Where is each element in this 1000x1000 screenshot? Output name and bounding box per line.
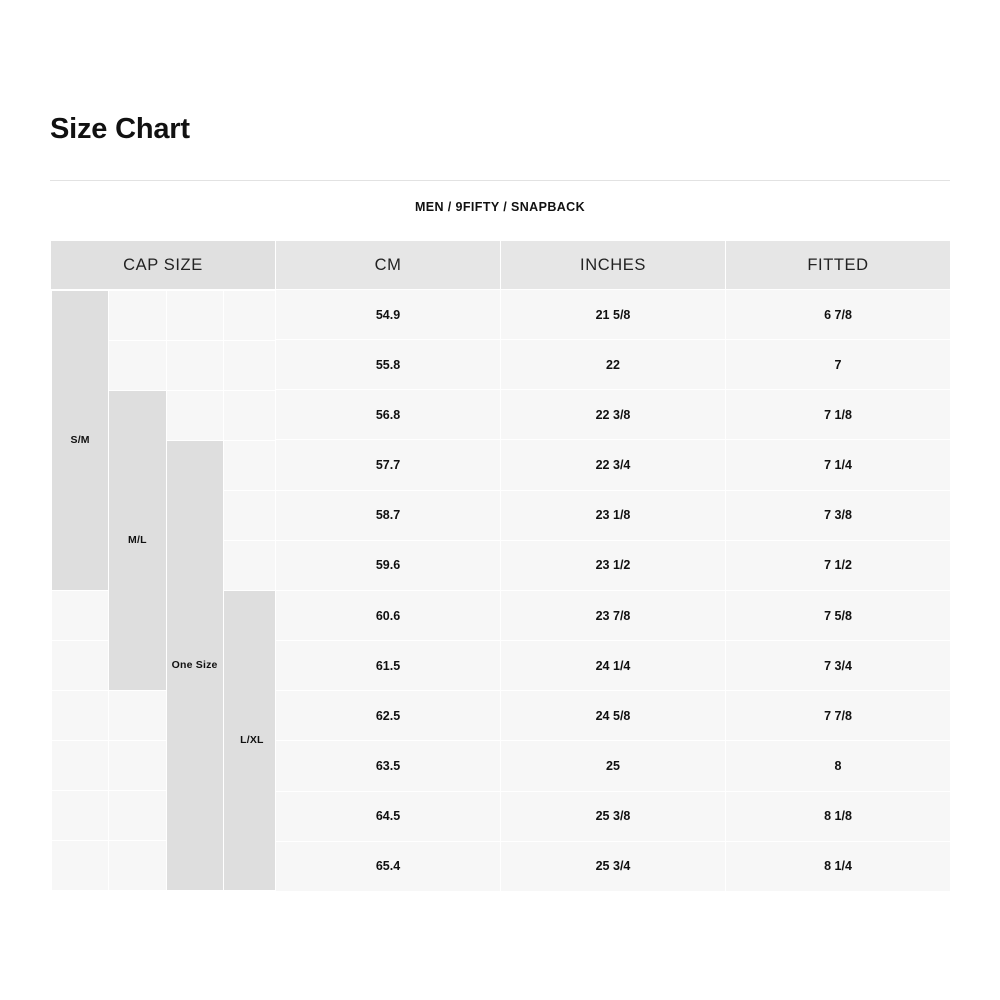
cell-fitted: 8 [726, 741, 951, 791]
cell-cm: 65.4 [276, 841, 501, 891]
cell-fitted: 7 1/2 [726, 540, 951, 590]
cell-inches: 22 [501, 340, 726, 390]
cap-size-empty-cell [109, 791, 166, 841]
cap-size-cell [109, 391, 166, 691]
cell-cm: 55.8 [276, 340, 501, 390]
cell-inches: 23 1/8 [501, 490, 726, 540]
cap-size-empty-cell [166, 291, 223, 341]
table-body [51, 290, 951, 892]
cell-cm: 63.5 [276, 741, 501, 791]
cell-fitted: 7 3/4 [726, 641, 951, 691]
cell-inches: 25 3/4 [501, 841, 726, 891]
cell-fitted: 8 1/8 [726, 791, 951, 841]
cell-fitted: 8 1/4 [726, 841, 951, 891]
cell-fitted: 7 1/4 [726, 440, 951, 490]
cap-size-empty-cell [52, 791, 109, 841]
chart-subtitle: MEN / 9FIFTY / SNAPBACK [414, 200, 586, 214]
cell-inches: 24 1/4 [501, 641, 726, 691]
column-header-cm: CM [276, 241, 501, 290]
cell-inches: 23 7/8 [501, 590, 726, 640]
cap-size-empty-cell [223, 341, 280, 391]
cap-size-empty-cell [52, 841, 109, 891]
cell-inches: 22 3/4 [501, 440, 726, 490]
cell-cm: 57.7 [276, 440, 501, 490]
cap-size-empty-cell [166, 341, 223, 391]
cap-size-empty-cell [52, 641, 109, 691]
table-header-row [51, 241, 951, 290]
table-row [51, 290, 951, 340]
size-chart-table-wrap [50, 240, 950, 892]
cap-size-label: One Size [171, 659, 218, 672]
cap-size-empty-cell [223, 291, 280, 341]
cell-inches: 24 5/8 [501, 691, 726, 741]
cap-size-empty-cell [109, 841, 166, 891]
cell-cm: 62.5 [276, 691, 501, 741]
cap-size-label: S/M [70, 434, 90, 447]
cap-size-label: M/L [128, 534, 147, 547]
cap-size-empty-cell [52, 691, 109, 741]
cell-inches: 25 [501, 741, 726, 791]
cell-fitted: 7 7/8 [726, 691, 951, 741]
page-title: Size Chart [50, 113, 190, 145]
cap-size-group-cell [51, 290, 276, 892]
cap-size-cell [223, 591, 280, 891]
cap-size-empty-cell [109, 291, 166, 341]
cell-inches: 22 3/8 [501, 390, 726, 440]
cell-fitted: 7 [726, 340, 951, 390]
cap-size-empty-cell [223, 391, 280, 441]
cell-cm: 56.8 [276, 390, 501, 440]
cell-cm: 64.5 [276, 791, 501, 841]
cell-fitted: 7 5/8 [726, 590, 951, 640]
table-head [51, 241, 951, 290]
cap-size-empty-cell [109, 741, 166, 791]
cell-cm: 59.6 [276, 540, 501, 590]
cap-size-cell [52, 291, 109, 591]
cell-cm: 60.6 [276, 590, 501, 640]
title-divider [50, 180, 950, 181]
cell-fitted: 6 7/8 [726, 290, 951, 340]
column-header-inches: INCHES [501, 241, 726, 290]
size-chart-table [50, 240, 951, 892]
cell-fitted: 7 1/8 [726, 390, 951, 440]
cell-fitted: 7 3/8 [726, 490, 951, 540]
column-header-fitted: FITTED [726, 241, 951, 290]
cap-size-empty-cell [223, 541, 280, 591]
column-header-cap-size: CAP SIZE [51, 241, 276, 290]
cap-size-empty-cell [52, 591, 109, 641]
cell-inches: 21 5/8 [501, 290, 726, 340]
cap-size-label: L/XL [240, 734, 264, 747]
cell-inches: 25 3/8 [501, 791, 726, 841]
cap-size-empty-cell [52, 741, 109, 791]
cell-cm: 58.7 [276, 490, 501, 540]
cell-cm: 61.5 [276, 641, 501, 691]
cap-size-empty-cell [223, 441, 280, 491]
cap-size-empty-cell [166, 391, 223, 441]
cell-inches: 23 1/2 [501, 540, 726, 590]
cap-size-empty-cell [109, 341, 166, 391]
cap-size-empty-cell [109, 691, 166, 741]
cap-size-empty-cell [223, 491, 280, 541]
cap-size-cell [166, 441, 223, 891]
cell-cm: 54.9 [276, 290, 501, 340]
